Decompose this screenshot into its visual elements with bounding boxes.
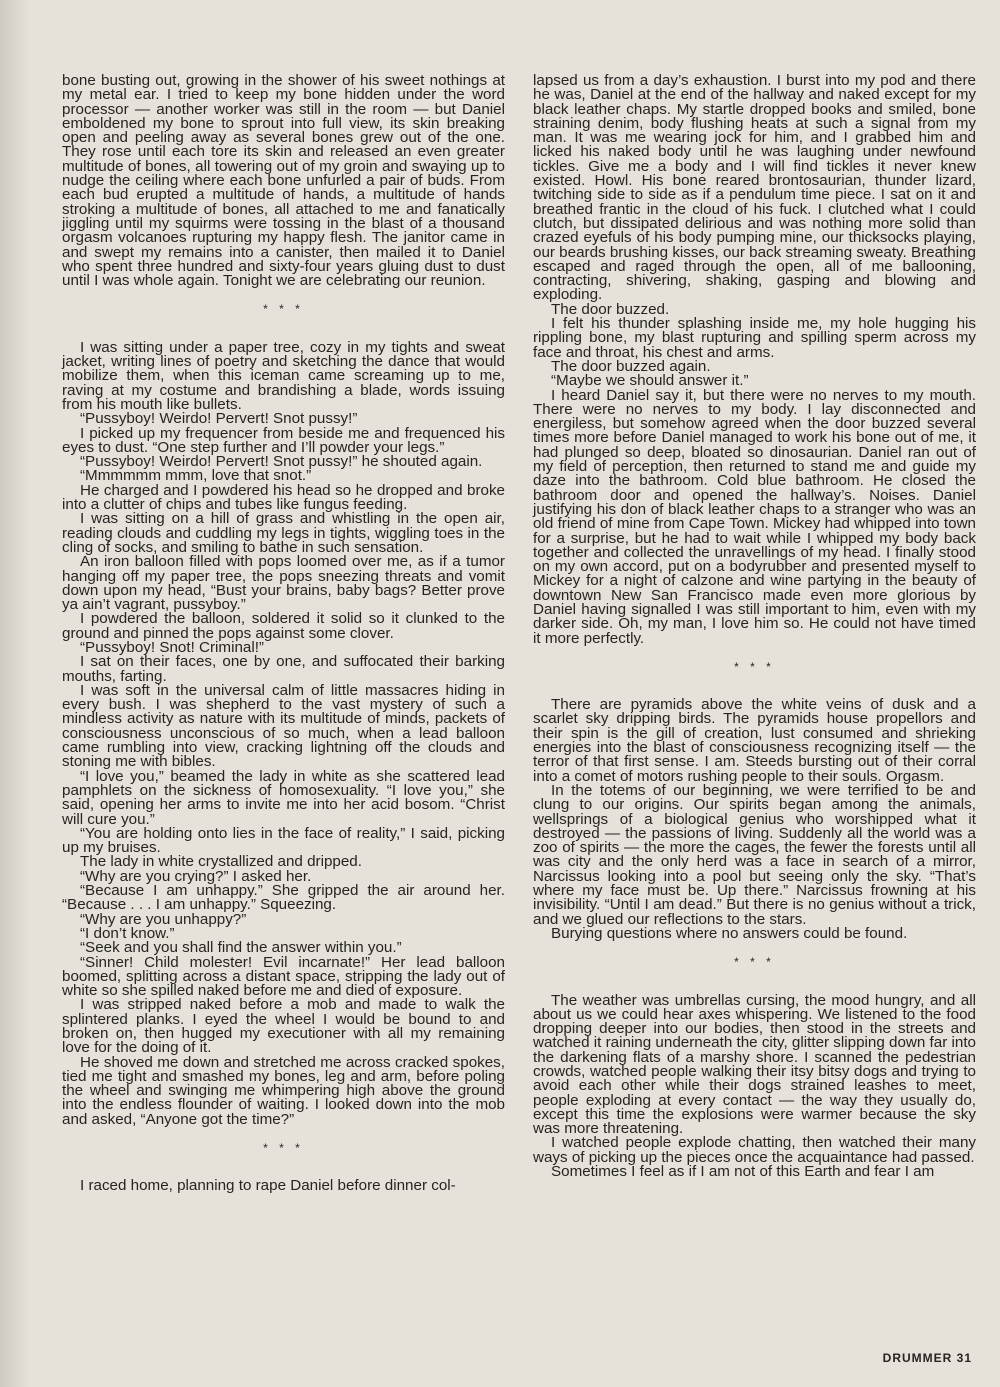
paragraph: “Pussyboy! Weirdo! Pervert! Snot pussy!” — [80, 410, 358, 428]
paragraph: “You are holding onto lies in the face of reality,” I said, picking up my bruises. — [62, 824, 505, 857]
paragraph: The lady in white crystallized and dripped. — [80, 853, 362, 871]
paragraph: “Because I am unhappy.” She gripped the air around her. “Because . . . I am unhappy.” Squeezing. — [62, 882, 505, 914]
section-separator: * * * — [734, 659, 775, 674]
section-separator: * * * — [263, 1141, 304, 1156]
paragraph: “Maybe we should answer it.” — [551, 372, 749, 390]
paragraph: In the totems of our beginning, we were terrified to be and clung to our origins. Our spirits began among the animals, wellsprings of a biological genius who worshipped what it destroyed — the passions of living. Suddenly all the world was a zoo of spirits — the more the cages, the fewer the forests until all was city and the only herd was a face in search of a mirror, Narcissus looking into a pool but seeing only the sky. “That’s where my face must be. Up there.” Narcissus frowning at his invisibility. “Until I am dead.” But there is no genius without a trick, and we glued our reflections to the stars. — [533, 781, 976, 928]
paragraph: “Seek and you shall find the answer within you.” — [80, 939, 402, 957]
paragraph: “I love you,” beamed the lady in white as she scattered lead pamphlets on the sickness of homosexuality. “I love you,” she said, opening her arms to invite me into her acid bosom. “Christ will cure you.” — [62, 767, 505, 828]
paragraph: “Why are you crying?” I asked her. — [80, 867, 312, 885]
paragraph: The door buzzed again. — [551, 357, 711, 375]
paragraph: “I don’t know.” — [80, 924, 175, 942]
paragraph: He shoved me down and stretched me across cracked spokes, tied me tight and smashed my bones, leg and arm, before poling the wheel and swinging me whimpering high above the ground into the endless flounder of waiting. I looked down into the mob and asked, “Anyone got the time?” — [62, 1053, 505, 1128]
paragraph: The weather was umbrellas cursing, the mood hungry, and all about us we could hear axes whispering. We listened to the food dropping deeper into our bodies, then stood in the streets and watched it raining underneath the city, glitter slipping down far into the darkening flats of a marshy shore. I scanned the pedestrian crowds, watched people walking their itsy bitsy dogs and trying to avoid each other while their dogs strained leashes to meet, people exploding at every contact — the way they usually do, except this time the explosions were warmer because the sky was more threatening. — [533, 991, 976, 1138]
paragraph: “Mmmmmm mmm, love that snot.” — [80, 467, 312, 485]
paragraph: I watched people explode chatting, then watched their many ways of picking up the pieces once the acquaintance had passed. — [533, 1134, 976, 1166]
paragraph: I heard Daniel say it, but there were no nerves to my mouth. There were no nerves to my body. I lay disconnected and energiless, but somehow agreed when the door buzzed several times more before Daniel managed to work his bone out of me, it had plunged so deep, bloated so dinosaurian. Daniel ran out of my field of perception, then returned to stand me and guide my daze into the bathroom. Cold blue bathroom. He closed the bathroom door and opened the hallway’s. Noises. Daniel justifying his don of black leather chaps to a stranger who was an old friend of mine from Cape Town. Mickey had whipped into town for a surprise, but he had to wait while I whipped my body back together and collected the unravellings of my head. I finally stood on my own accord, put on a bodyrubber and presented myself to Mickey for a night of calzone and wine partying in the beauty of downtown New San Francisco made even more glorious by Daniel having signalled I was still important to him, even with my darker side. Oh, my man, I love him so. He could not have timed it more perfectly. — [533, 386, 976, 647]
paragraph: “Pussyboy! Weirdo! Pervert! Snot pussy!” he shouted again. — [80, 453, 483, 471]
paragraph: bone busting out, growing in the shower of his sweet nothings at my metal ear. I tried to keep my bone hidden under the word processor — another worker was still in the room — but Daniel emboldened my bone to sprout into full view, its skin breaking open and peeling away as several bones grew out of the one. They rose until each tore its skin and released an even greater multitude of bones, all towering out of my groin and swaying up to nudge the ceiling where each bone unfurled a pair of buds. From each bud erupted a multitude of hands, a multitude of hands stroking a multitude of bones, all attached to me and fanatically jiggling until my squirms were tossing in the blast of a thousand orgasm volcanoes rupturing my happy flesh. The janitor came in and swept my remains into a canister, then mailed it to Daniel who spent three hundred and sixty-four years gluing dust to dust until I was whole again. Tonight we are celebrating our reunion. — [62, 72, 505, 290]
paragraph: I powdered the balloon, soldered it solid so it clunked to the ground and pinned the pops against some clover. — [62, 610, 505, 642]
paragraph: I felt his thunder splashing inside me, my hole hugging his rippling bone, my blast rupturing and spilling sperm across my face and throat, his chest and arms. — [533, 315, 976, 361]
section-separator: * * * — [734, 955, 775, 970]
paragraph: An iron balloon filled with pops loomed over me, as if a tumor hanging off my paper tree, the pops sneezing threats and vomit down upon my head, “Bust your brains, baby bags? Better prove ya ain’t vagrant, pussyboy.” — [62, 553, 505, 614]
page-folio: DRUMMER 31 — [882, 1351, 972, 1365]
paragraph: He charged and I powdered his head so he dropped and broke into a clutter of chips and tubes like fungus feeding. — [62, 481, 505, 514]
paragraph: “Why are you unhappy?” — [80, 910, 247, 928]
paragraph: I was sitting under a paper tree, cozy in my tights and sweat jacket, writing lines of poetry and sketching the dance that would mobilize them, when this iceman came screaming up to me, raving at my costume and brandishing a blade, words issuing from his mouth like bullets. — [62, 338, 505, 413]
paragraph: I was stripped naked before a mob and made to walk the splintered planks. I eyed the wheel I would be bound to and broken on, then hugged my executioner with all my remaining love for the doing of it. — [62, 996, 505, 1057]
paragraph: Burying questions where no answers could be found. — [551, 924, 908, 942]
left-column — [62, 74, 505, 1194]
paragraph: I was soft in the universal calm of little massacres hiding in every bush. I was shepherd to the vast mystery of such a mindless activity as nature with its multitude of minds, packets of consciousness unconscious of so much, when a lead balloon came rumbling into view, cracking lightning off the clouds and stoning me with bibles. — [62, 681, 505, 771]
right-column — [533, 74, 976, 1179]
paragraph: “Pussyboy! Snot! Criminal!” — [80, 638, 264, 656]
section-separator: * * * — [263, 302, 304, 317]
paragraph: I was sitting on a hill of grass and whistling in the open air, reading clouds and cuddling my legs in tights, wiggling toes in the cling of socks, and smiling to bathe in such sensation. — [62, 510, 505, 556]
paragraph: Sometimes I feel as if I am not of this Earth and fear I am — [551, 1163, 935, 1181]
paragraph: I raced home, planning to rape Daniel before dinner col- — [80, 1177, 456, 1195]
binding-shadow — [0, 0, 30, 1387]
paragraph: I sat on their faces, one by one, and suffocated their barking mouths, farting. — [62, 653, 505, 685]
paragraph: lapsed us from a day’s exhaustion. I burst into my pod and there he was, Daniel at the end of the hallway and naked except for my black leather chaps. My startle dropped books and smiled, bone straining denim, body flushing heats at such a signal from my man. It was me wearing jock for him, and I grabbed him and licked his naked body until he was laughing under newfound tickles. Give me a body and I will find tickles it never knew existed. Howl. His bone reared brontosaurian, thunder lizard, twitching side to side as if a pendulum time piece. I sat on it and breathed frantic in the cloud of his fuck. I clutched what I could clutch, but dissipated delirious and was nothing more solid than crazed eyefuls of his body pumping mine, our thicksocks playing, our beards brushing kisses, our back streaming sweaty. Breathing escaped and raged through the open, all of me ballooning, contracting, shivering, shaking, gasping and blowing and exploding. — [533, 72, 976, 304]
paragraph: There are pyramids above the white veins of dusk and a scarlet sky dripping birds. The pyramids house propellors and their spin is the gill of creation, lust consumed and shrieking energies into the blast of consciousness recognizing itself — the terror of that first sense. I am. Steeds bursting out of their corral into a comet of motors rushing people to their souls. Orgasm. — [533, 696, 976, 785]
paragraph: “Sinner! Child molester! Evil incarnate!” Her lead balloon boomed, splitting across a distant space, stripping the lady out of white so she spilled naked before me and died of exposure. — [62, 953, 505, 1000]
paragraph: I picked up my frequencer from beside me and frequenced his eyes to dust. “One step further and I’ll powder your legs.” — [62, 424, 505, 456]
paragraph: The door buzzed. — [551, 300, 670, 318]
